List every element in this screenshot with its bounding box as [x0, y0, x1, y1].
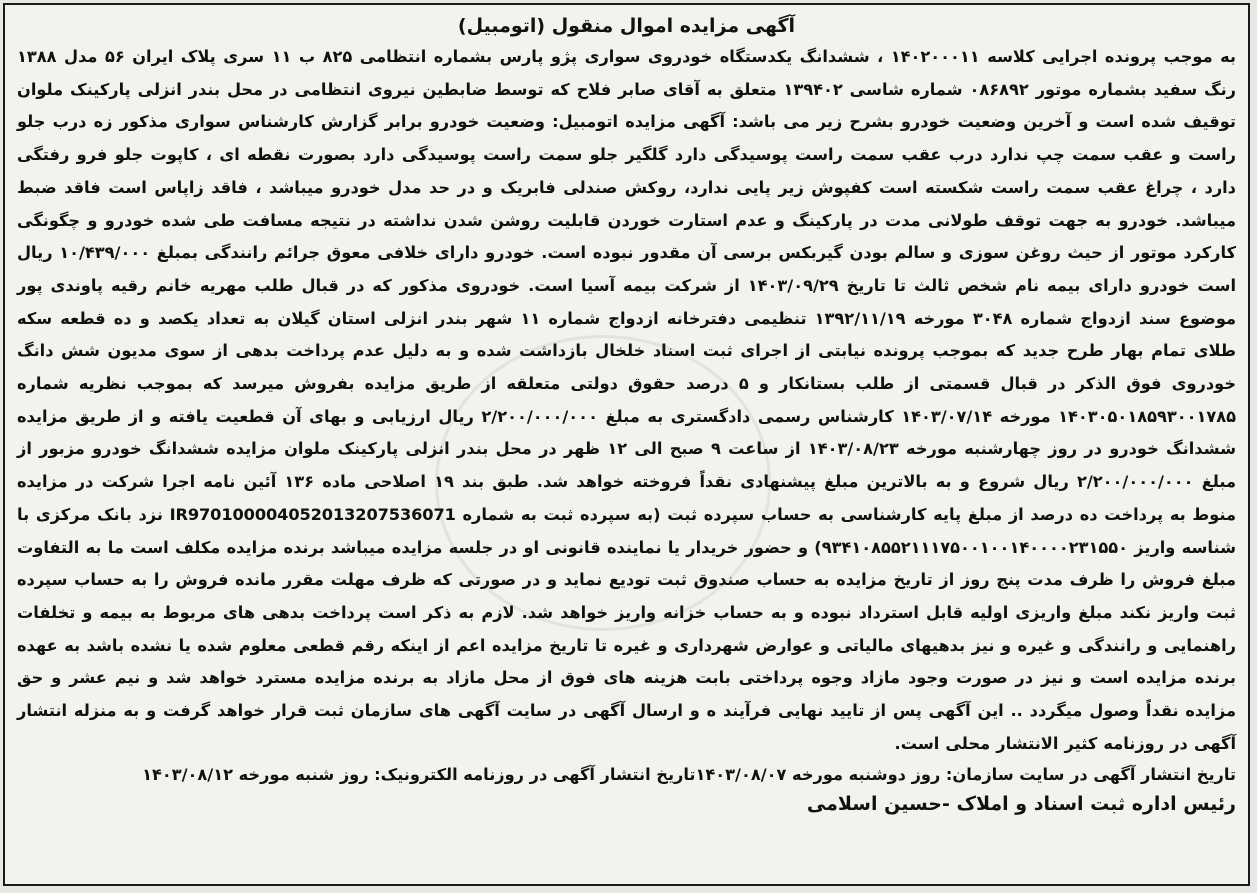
auction-notice — [3, 3, 1250, 886]
publication-dates: تاریخ انتشار آگهی در سایت سازمان: روز دوشنبه مورخه ۱۴۰۳/۰۸/۰۷تاریخ انتشار آگهی در روزنامه الکترونیک: روز شنبه مورخه ۱۴۰۳/۰۸/۱۲ — [142, 765, 1236, 785]
notice-body: به موجب پرونده اجرایی کلاسه ۱۴۰۲۰۰۰۱۱ ، ششدانگ یکدستگاه خودروی سواری پژو پارس بشماره انتظامی ۸۲۵ ب ۱۱ سری پلاک ایران ۵۶ مدل ۱۳۸۸ رنگ سفید بشماره موتور ۰۸۶۸۹۲ شماره شاسی ۱۳۹۴۰۲ متعلق به آقای صابر فلاح که توسط ضابطین نیروی انتظامی در محل بندر انزلی پارکینک ملوان توقیف شده است و آخرین وضعیت خودرو بشرح زیر می باشد: آگهی مزایده اتومبیل: وضعیت خودرو برابر گزارش کارشناس سواری مذکور زه درب جلو راست و عقب سمت چپ ندارد درب عقب سمت راست پوسیدگی دارد گلگیر جلو سمت راست پوسیدگی دارد بصورت نقطه ای ، کاپوت جلو فرو رفتگی دارد ، چراغ عقب سمت راست شکسته است کفپوش زیر پایی ندارد، روکش صندلی فابریک و در حد مدل خودرو میباشد ، فاقد زاپاس است فاقد ضبط میباشد. خودرو به جهت توقف طولانی مدت در پارکینگ و عدم استارت خوردن قابلیت روشن شدن نداشته در نتیجه مسافت طی شده خودرو و چگونگی کارکرد موتور از حیث روغن سوزی و سالم بودن گیربکس برسی آن مقدور نبوده است. خودرو دارای خلافی معوق جرائم رانندگی بمبلغ ۱۰/۴۳۹/۰۰۰ ریال است خودرو دارای بیمه نام شخص ثالث تا تاریخ ۱۴۰۳/۰۹/۲۹ از شرکت بیمه آسیا است. خودروی مذکور که در قبال طلب مهریه خانم رقیه پاوندی پور موضوع سند ازدواج شماره ۳۰۴۸ مورخه ۱۳۹۲/۱۱/۱۹ تنظیمی دفترخانه ازدواج شماره ۱۱ شهر بندر انزلی استان گیلان به تعداد یکصد و ده قطعه سکه طلای تمام بهار طرح جدید که بموجب پرونده نیابتی از اجرای ثبت اسناد خلخال بازداشت شده و به دلیل عدم پرداخت بدهی از سوی مدیون شش دانگ خودروی فوق الذکر در قبال قسمتی از طلب بستانکار و ۵ درصد حقوق دولتی متعلقه از طریق مزایده بفروش میرسد که بموجب نظریه شماره ۱۴۰۳۰۵۰۱۸۵۹۳۰۰۱۷۸۵ مورخه ۱۴۰۳/۰۷/۱۴ کارشناس رسمی دادگستری به مبلغ ۲/۲۰۰/۰۰۰/۰۰۰ ریال ارزیابی و بهای آن قطعیت یافته و از طریق مزایده ششدانگ خودرو در روز چهارشنبه مورخه ۱۴۰۳/۰۸/۲۳ از ساعت ۹ صبح الی ۱۲ ظهر در محل بندر انزلی پارکینک ملوان مزایده ششدانگ خودرو مزبور از مبلغ ۲/۲۰۰/۰۰۰/۰۰۰ ریال شروع و به بالاترین مبلغ پیشنهادی نقداً فروخته خواهد شد. طبق بند ۱۹ اصلاحی ماده ۱۳۶ آئین نامه اجرا شرکت در مزایده منوط به پرداخت ده درصد از مبلغ پایه کارشناسی به حساب سپرده ثبت (به سپرده ثبت به شماره IR970100004052013207536071 نزد بانک مرکزی با شناسه واریز ۹۳۴۱۰۸۵۵۲۱۱۱۷۵۰۰۱۰۰۱۴۰۰۰۰۲۳۱۵۵۰) و حضور خریدار یا نماینده قانونی او در جلسه مزایده میباشد برنده مزایده مکلف است ما به التفاوت مبلغ فروش را ظرف مدت پنج روز از تاریخ مزایده به حساب صندوق ثبت تودیع نماید و در صورتی که ظرف مهلت مقرر مانده فروش را به حساب سپرده ثبت واریز نکند مبلغ واریزی اولیه قابل استرداد نبوده و به حساب خزانه واریز خواهد شد. لازم به ذکر است پرداخت بدهی های مربوط به بیمه و تخلفات راهنمایی و رانندگی و غیره و نیز بدهیهای مالیاتی و عوارض شهرداری و غیره تا تاریخ مزایده اعم از اینکه رقم قطعی معلوم شده یا نشده باشد به عهده برنده مزایده است و نیز در صورت وجود مازاد وجوه پرداختی بابت هزینه های فوق از محل مازاد به برنده مزایده مسترد خواهد شد و نیم عشر و حق مزایده نقداً وصول میگردد .. این آگهی پس از تایید نهایی فرآیند ه و ارسال آگهی در سایت آگهی های سازمان ثبت قرار خواهد گرفت و به منزله انتشار آگهی در روزنامه کثیر الانتشار محلی است. — [17, 47, 1237, 753]
notice-title: آگهی مزایده اموال منقول (اتومبیل) — [457, 15, 796, 37]
signature-line: رئیس اداره ثبت اسناد و املاک -حسین اسلامی — [806, 793, 1236, 816]
